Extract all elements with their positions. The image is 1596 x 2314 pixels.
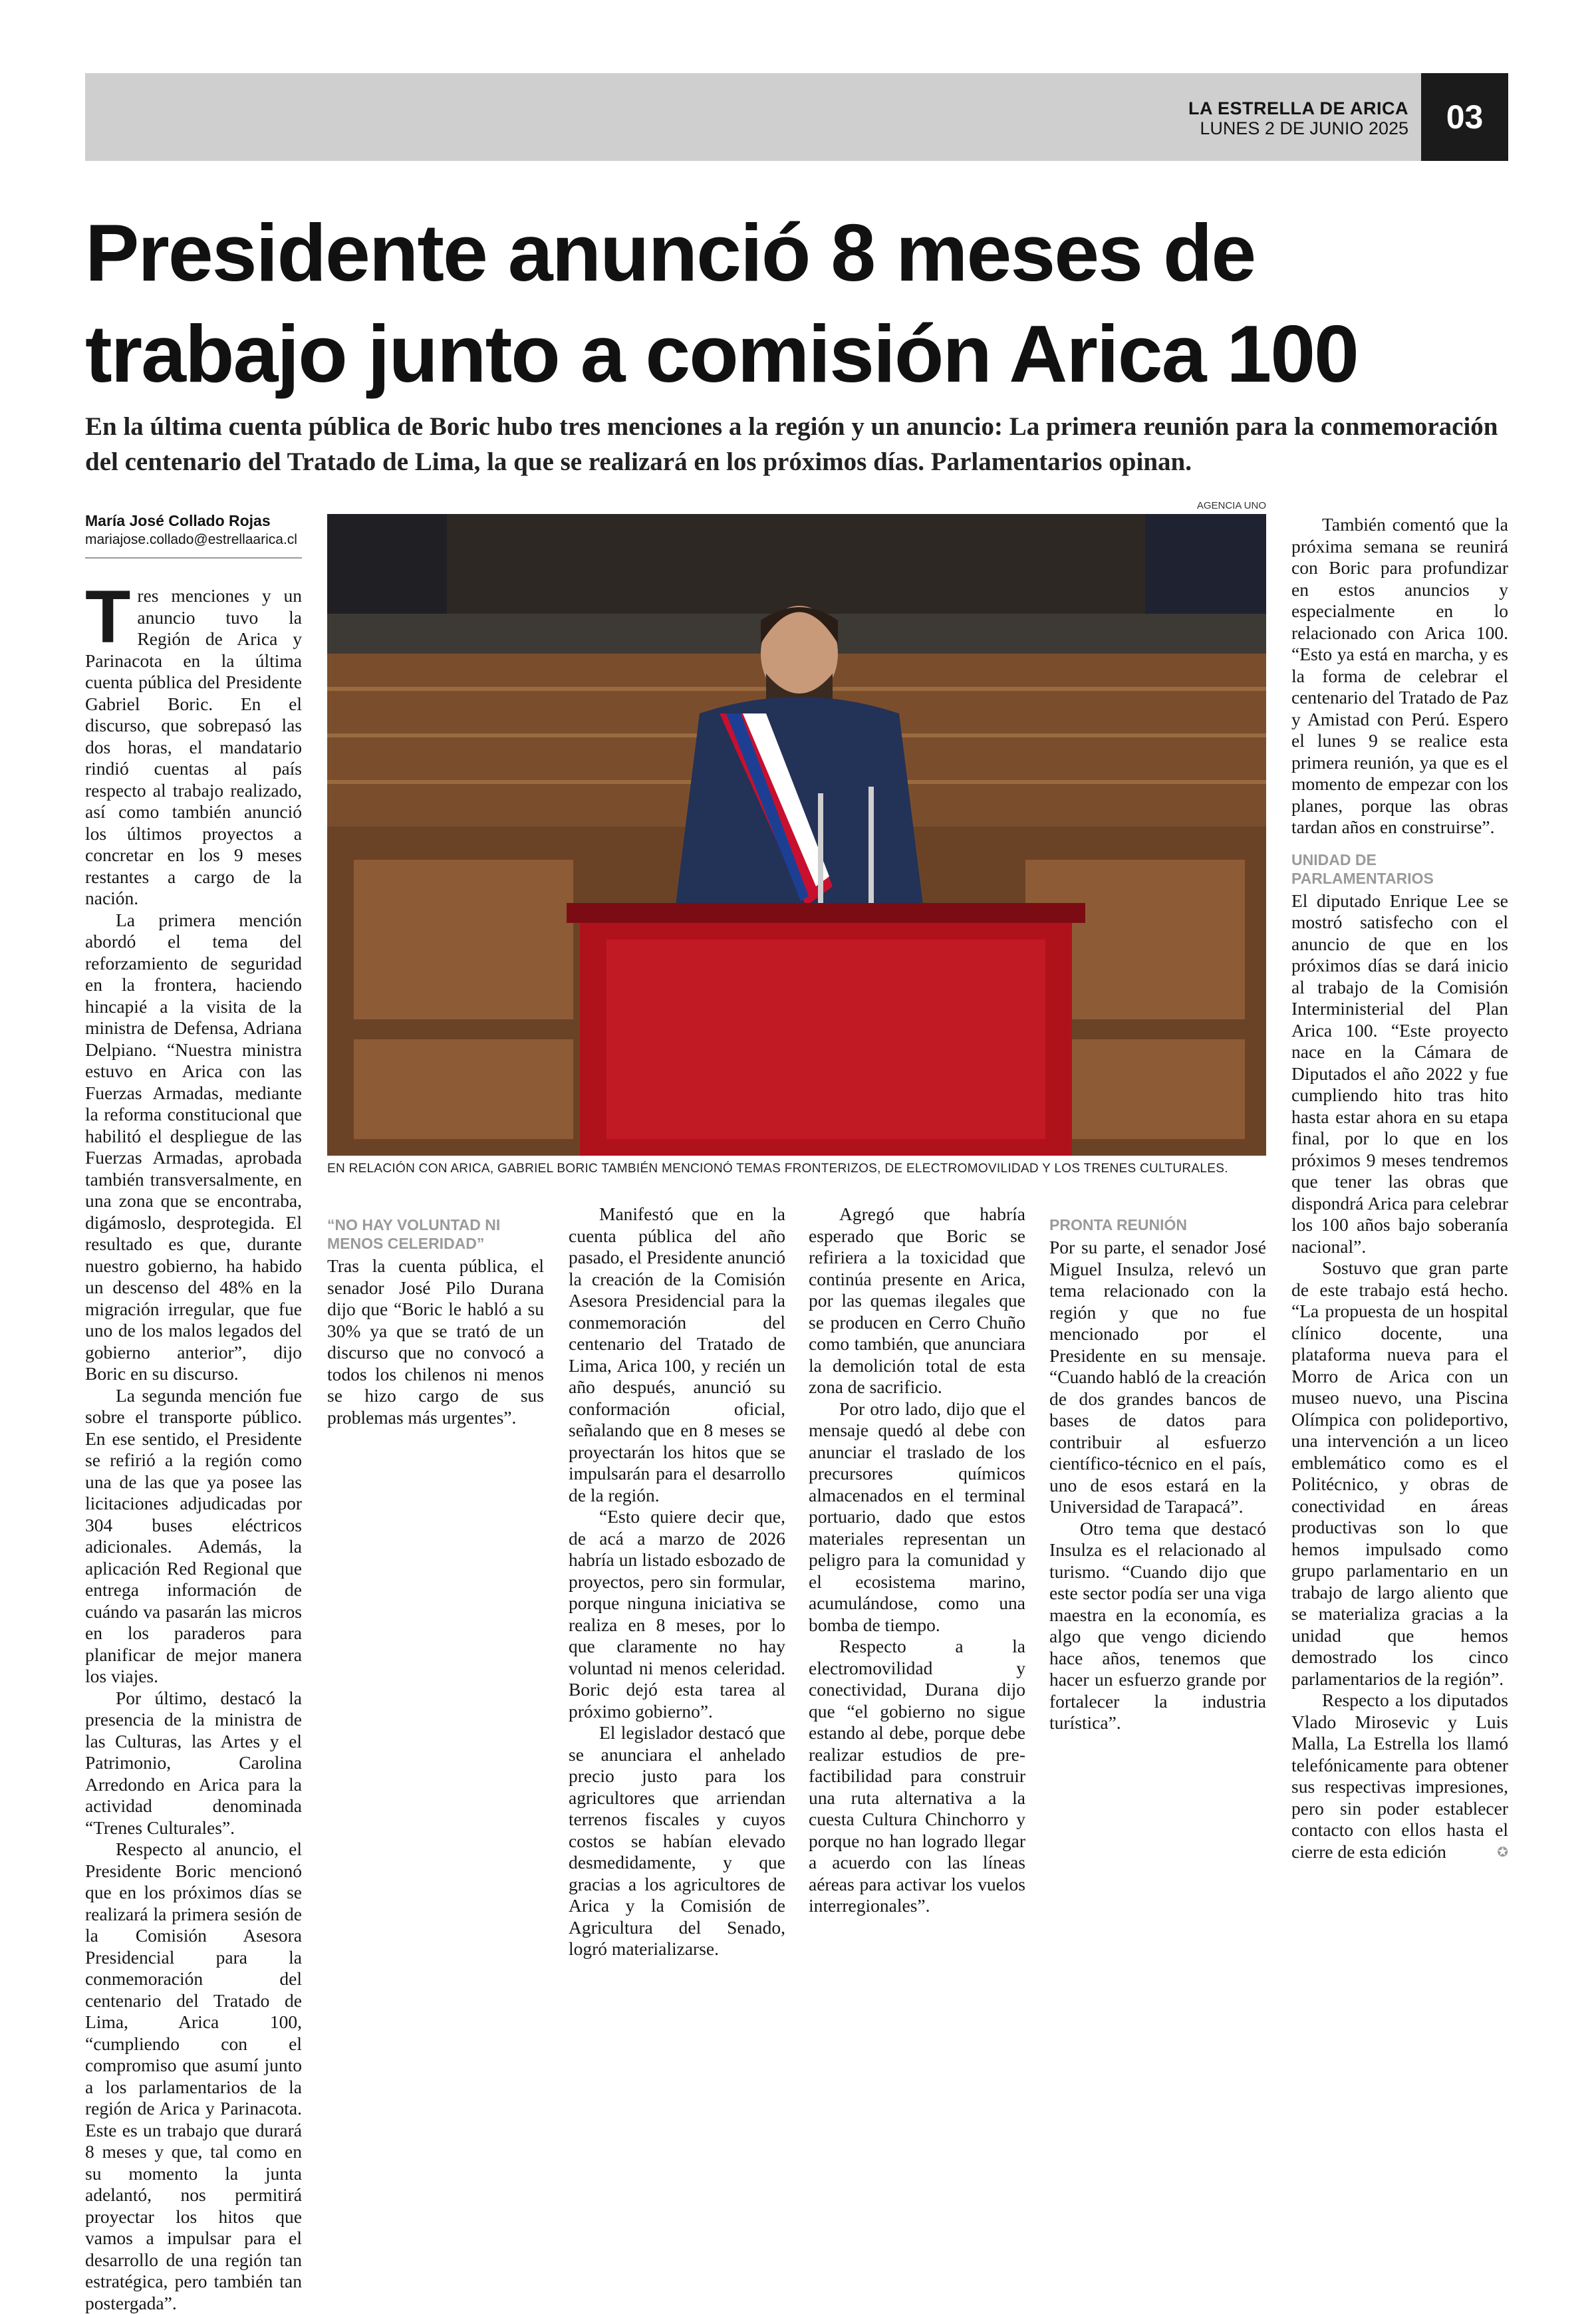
photo-right-figure xyxy=(1145,514,1266,614)
article-column-2 xyxy=(327,1204,544,1428)
article-photo xyxy=(327,514,1266,1156)
byline-name: María José Collado Rojas xyxy=(85,512,271,529)
article-column-5 xyxy=(1049,1204,1266,1734)
article-paragraph: Respecto al anuncio, el Presidente Boric mencionó que en los próximos días se realizará la primera sesión de la Comisión Asesora Presidencial para la conmemoración del centenario del Tratado de Lima, Arica 100, “cumpliendo con el compromiso que asumí junto a los parlamentarios de la región de Arica y Parinacota. Este es un trabajo que durará 8 meses y que, tal como en su momento la junta adelantó, nos permitirá proyectar los hitos que vamos a impulsar para el desarrollo de una región tan estratégica, pero también tan postergada”. xyxy=(85,1839,302,2313)
article-paragraph: La primera mención abordó el tema del reforzamiento de seguridad en la frontera, haciendo hincapié a la visita de la ministra de Defensa, Adriana Delpiano. “Nuestra ministra estuvo en Arica con las Fuerzas Armadas, mediante la reforma constitucional que habilitó el despliegue de las Fuerzas Armadas, aprobada también transversalmente, en una zona que se encontraba, digámoslo, desprotegida. El resultado es que, durante nuestro gobierno, ha habido un descenso del 48% en la migración irregular, que fue uno de los malos legados del gobierno anterior”, dijo Boric en su discurso. xyxy=(85,909,302,1384)
article-paragraph: Tras la cuenta pública, el senador José Pilo Durana dijo que “Boric le habló a su 30% ya que se trató de un discurso que no convocó a todos los chilenos ni menos se hizo cargo de sus problemas más urgentes”. xyxy=(327,1255,544,1428)
headline: Presidente anunció 8 meses de trabajo junto a comisión Arica 100 xyxy=(85,207,1358,399)
end-mark-icon: ✪ xyxy=(1497,1843,1508,1860)
article-column-1 xyxy=(85,575,302,2314)
article-paragraph: El legislador destacó que se anunciara el anhelado precio justo para los agricultores que arriendan terrenos fiscales y cuyos costos se habían elevado desmedidamente, y que gracias a los agricultores de Arica y la Comisión de Agricultura del Senado, logró materializarse. xyxy=(569,1722,785,1959)
article-paragraph: También comentó que la próxima semana se reunirá con Boric para profundizar en estos anuncios y especialmente en lo relacionado con Arica 100. “Esto ya está en marcha, y es la forma de celebrar el centenario del Tratado de Paz y Amistad con Perú. Espero el lunes 9 se realice esta primera reunión, ya que es el momento de empezar con los planes, porque las obras tardan años en construirse”. xyxy=(1291,514,1508,837)
drop-cap: T xyxy=(85,575,131,658)
newspaper-name: LA ESTRELLA DE ARICA xyxy=(1188,98,1408,118)
photo-podium-top xyxy=(567,903,1085,923)
article-paragraph: Por último, destacó la presencia de la ministra de las Culturas, las Artes y el Patrimonio, Carolina Arredondo en Arica para la actividad denominada “Trenes Culturales”. xyxy=(85,1687,302,1838)
article-paragraph: El diputado Enrique Lee se mostró satisfecho con el anuncio de que en los próximos días se dará inicio al trabajo de la Comisión Interministerial del Plan Arica 100. “Este proyecto nace en la Cámara de Diputados el año 2022 y fue cumpliendo hito tras hito hasta estar ahora en su etapa final, por lo que en los próximos 9 meses tendremos que tener las obras que dispondrá Arica para celebrar los 100 años bajo soberanía nacional”. xyxy=(1291,890,1508,1257)
article-paragraph: La segunda mención fue sobre el transporte público. En ese sentido, el Presidente se refirió a la región como una de las que ya posee las licitaciones adjudicadas por 304 buses eléctricos adicionales. Además, la aplicación Red Regional que entrega información de cuándo va pasarán las micros en los paraderos para planificar de mejor manera los viajes. xyxy=(85,1384,302,1686)
article-paragraph: Respecto a los diputados Vlado Mirosevic y Luis Malla, La Estrella los llamó telefónicamente para obtener sus respectivas impresiones, pero sin poder establecer contacto con ellos hasta el cierre de esta edición ✪ xyxy=(1291,1690,1508,1862)
article-paragraph: Sostuvo que gran parte de este trabajo está hecho. “La propuesta de un hospital clínico docente, una plataforma nueva para el Morro de Arica con un museo nuevo, una Piscina Olímpica con polideportivo, una intervención a un liceo emblemático como es el Politécnico, y obras de conectividad en áreas productivas son lo que hemos impulsado como grupo parlamentario en un trabajo de largo aliento que se materializa gracias a la unidad que hemos demostrado los cinco parlamentarios de la región”. xyxy=(1291,1257,1508,1689)
subheading: “NO HAY VOLUNTAD NI MENOS CELERIDAD” xyxy=(327,1216,501,1252)
photo-credit: AGENCIA UNO xyxy=(1196,500,1266,511)
article-paragraph: Agregó que habría esperado que Boric se refiriera a la toxicidad que continúa presente en Arica, por las quemas ilegales que se producen en Cerro Chuño como también, que anunciara la demolición total de esta zona de sacrificio. xyxy=(809,1204,1025,1397)
photo-upper-wall xyxy=(327,514,1266,614)
issue-date: LUNES 2 DE JUNIO 2025 xyxy=(1200,118,1408,138)
article-paragraph: Por otro lado, dijo que el mensaje quedó al debe con anunciar el traslado de los precursores químicos almacenados en el terminal portuario, dado que estos materiales representan un peligro para la comunidad y el ecosistema marino, acumulándose, como una bomba de tiempo. xyxy=(809,1398,1025,1635)
article-paragraph: Por su parte, el senador José Miguel Insulza, relevó un tema relacionado con la región y que no fue mencionado por el Presidente en su mensaje. “Cuando habló de la creación de dos grandes bancos de bases de datos para contribuir al esfuerzo científico-técnico en el país, uno de esos estará en la Universidad de Tarapacá”. xyxy=(1049,1237,1266,1517)
photo-podium-front xyxy=(606,940,1045,1139)
article-column-4 xyxy=(809,1204,1025,1917)
article-column-6 xyxy=(1291,514,1508,1863)
photo-caption: EN RELACIÓN CON ARICA, GABRIEL BORIC TAMBIÉN MENCIONÓ TEMAS FRONTERIZOS, DE ELECTROMOVILIDAD Y LOS TRENES CULTURALES. xyxy=(327,1162,1228,1176)
photo-microphone xyxy=(868,787,874,906)
subheading: UNIDAD DE PARLAMENTARIOS xyxy=(1291,850,1434,887)
subheading: PRONTA REUNIÓN xyxy=(1049,1216,1187,1233)
page-number-box xyxy=(1421,73,1508,161)
article-paragraph: Tres menciones y un anuncio tuvo la Región de Arica y Parinacota en la última cuenta pública del Presidente Gabriel Boric. En el discurso, que sobrepasó las dos horas, el mandatario rindió cuentas al país respecto al trabajo realizado, así como también anunció los últimos proyectos a concretar en los 9 meses restantes a cargo de la nación. xyxy=(85,575,302,908)
photo-left-figure xyxy=(327,514,447,614)
deck: En la última cuenta pública de Boric hubo tres menciones a la región y un anuncio: La primera reunión para la conmemoración del centenario del Tratado de Lima, la que se realizará en los próximos días. Parlamentarios opinan. xyxy=(85,412,1498,476)
article-paragraph: “Esto quiere decir que, de acá a marzo de 2026 habría un listado esbozado de proyectos, pero sin formular, porque ninguna iniciativa se realiza en 8 meses, por lo que claramente no hay voluntad ni menos celeridad. Boric dejó esta tarea al próximo gobierno”. xyxy=(569,1506,785,1722)
page-number: 03 xyxy=(1446,98,1484,136)
article-column-3 xyxy=(569,1204,785,1960)
byline-rule xyxy=(85,557,302,559)
article-paragraph: Manifestó que en la cuenta pública del año pasado, el Presidente anunció la creación de la Comisión Asesora Presidencial para la conmemoración del centenario del Tratado de Lima, Arica 100, y recién un año después, anunció su conformación oficial, señalando que en 8 meses se proyectarán los hitos que se impulsarán para el desarrollo de la región. xyxy=(569,1204,785,1505)
photo-microphone xyxy=(818,793,823,906)
byline-email: mariajose.collado@estrellaarica.cl xyxy=(85,532,297,547)
article-paragraph: Respecto a la electromovilidad y conectividad, Durana dijo que “el gobierno no sigue estando al debe, porque debe realizar estudios de pre-factibilidad para construir una ruta alternativa a la cuesta Cultura Chinchorro y porque no han logrado llegar a acuerdo con las líneas aéreas para activar los vuelos interregionales”. xyxy=(809,1636,1025,1916)
article-paragraph: Otro tema que destacó Insulza es el relacionado al turismo. “Cuando dijo que este sector podía ser una viga maestra en la economía, es algo que vengo diciendo hace años, tenemos que hacer un esfuerzo grande por fortalecer la industria turística”. xyxy=(1049,1517,1266,1733)
